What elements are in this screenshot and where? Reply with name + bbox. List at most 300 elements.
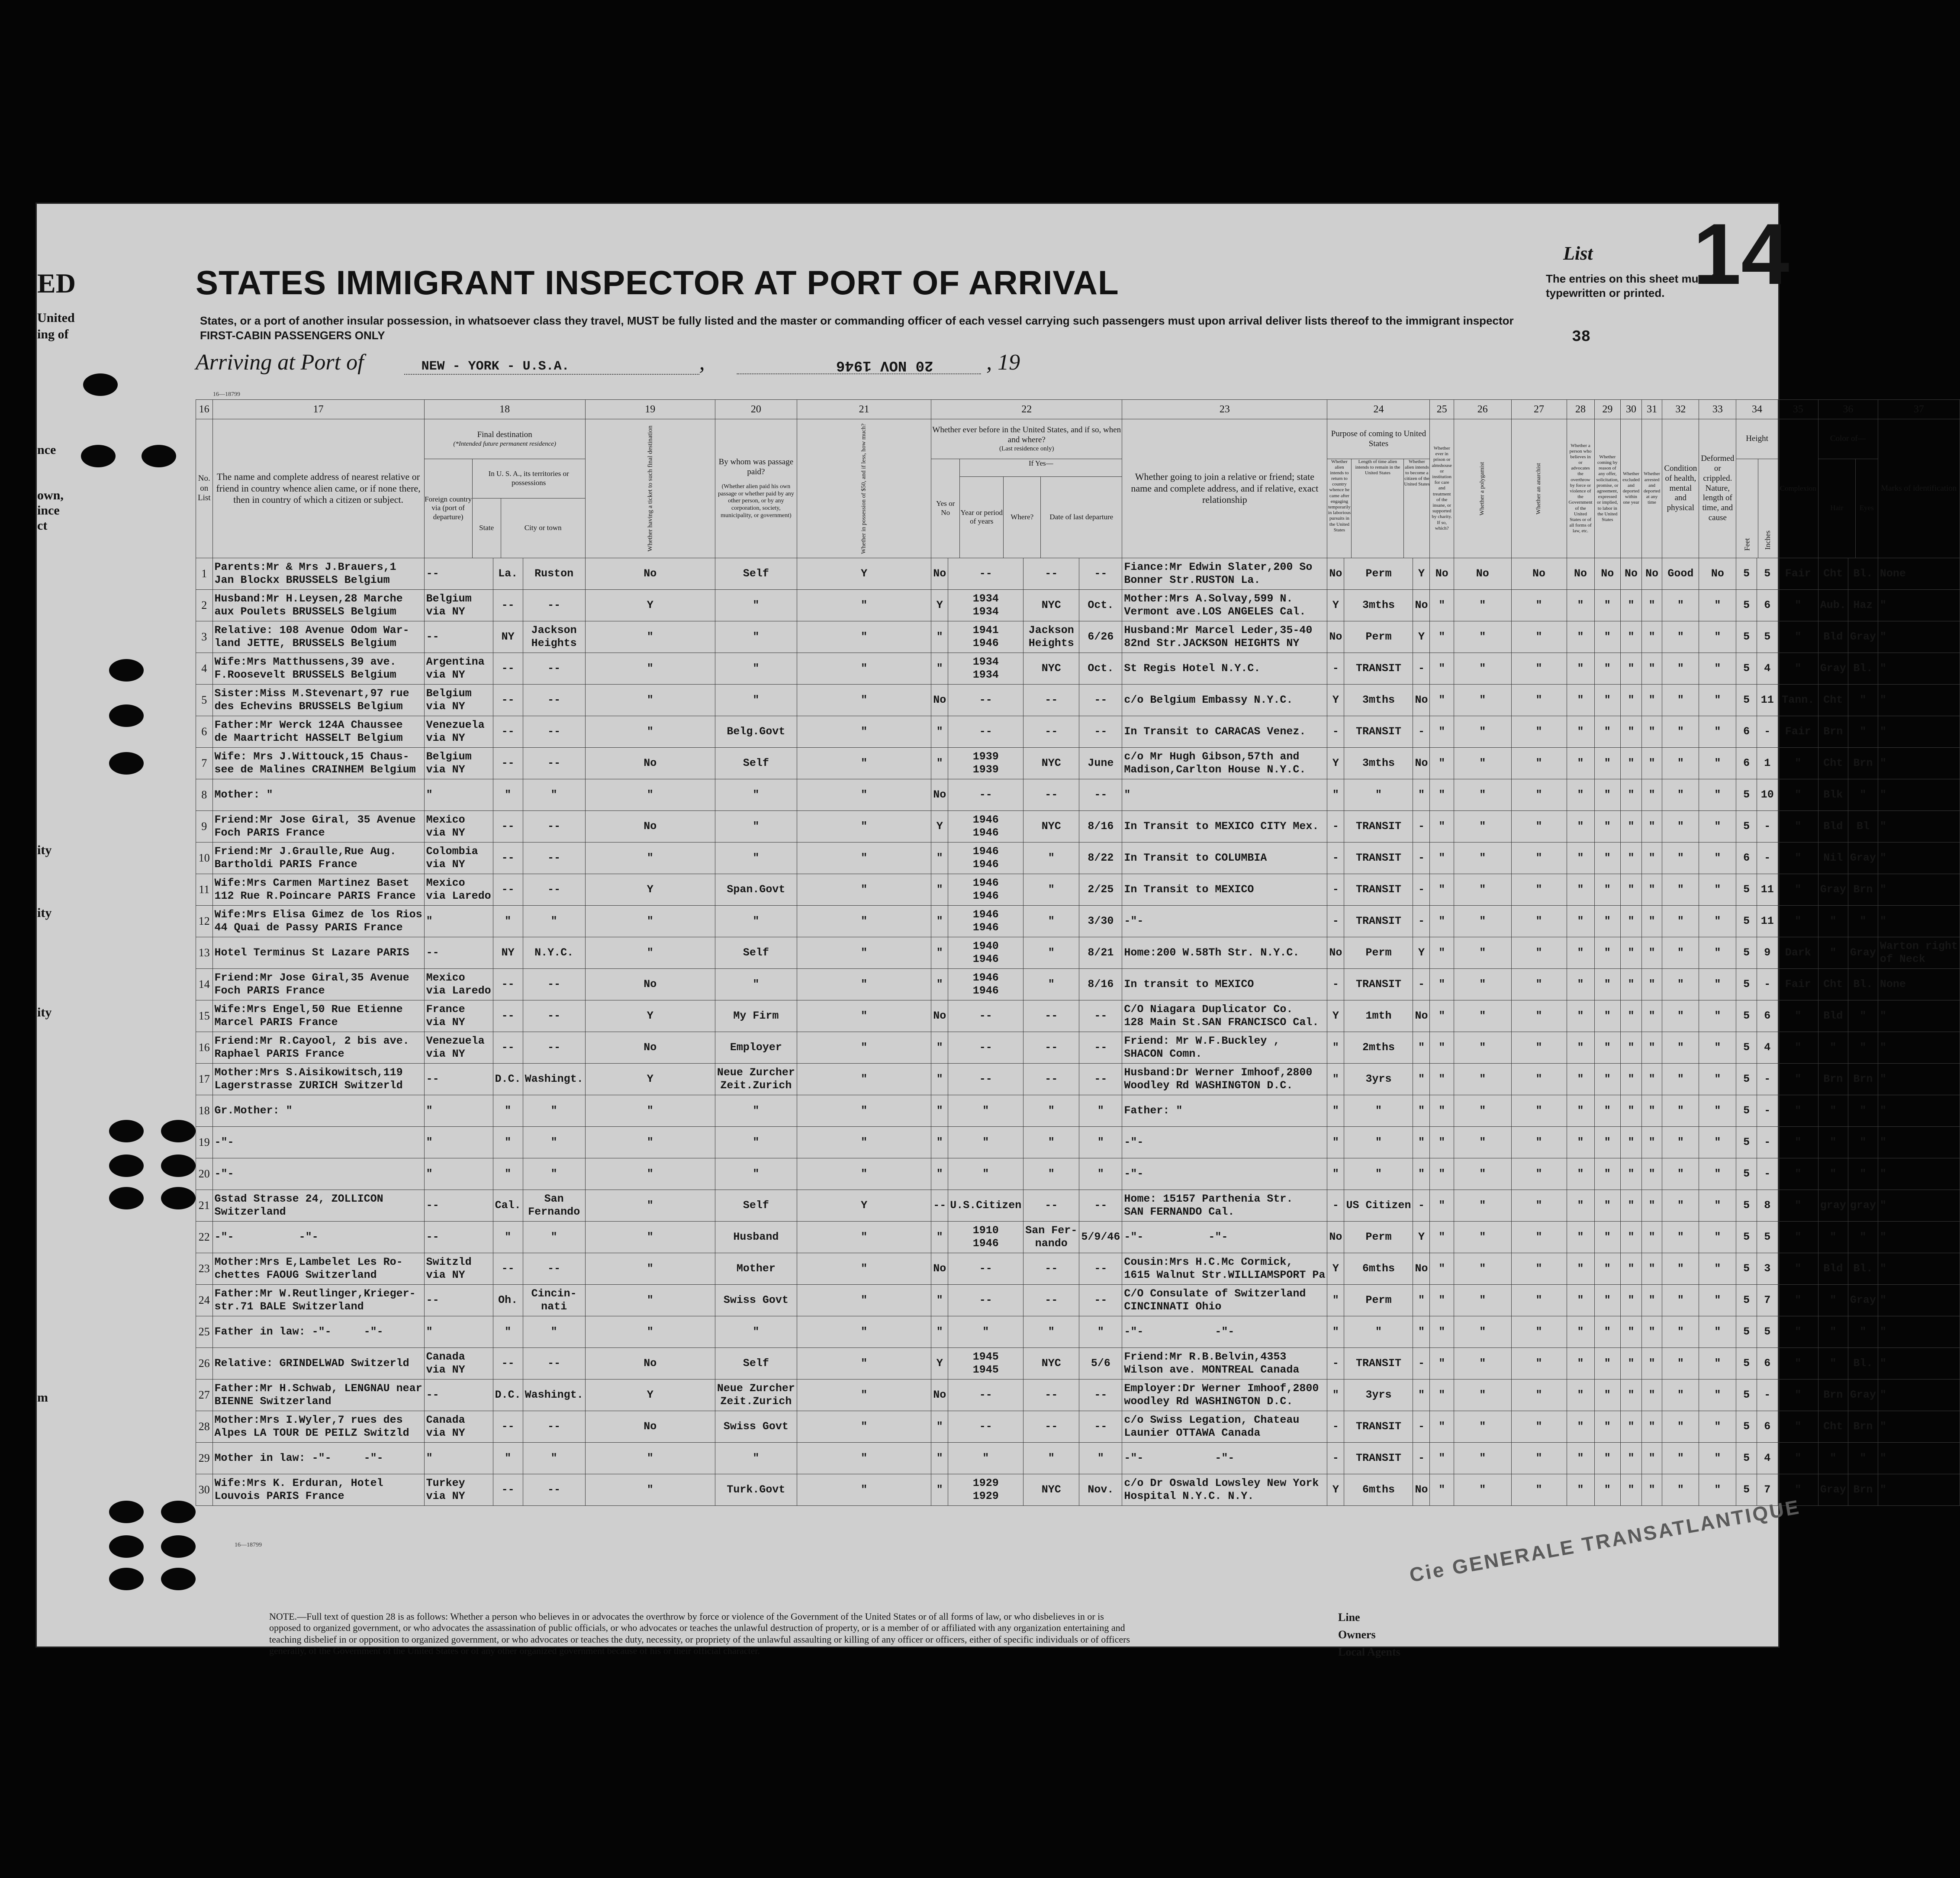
- city: --: [523, 969, 585, 1000]
- relative-address: Hotel Terminus St Lazare PARIS: [212, 937, 424, 969]
- hair-color: Cht: [1818, 1411, 1848, 1443]
- table-row: [196, 906, 1960, 937]
- table-row: [196, 811, 1960, 843]
- relative-address: -"-: [212, 1158, 424, 1190]
- health: ": [1662, 1190, 1699, 1222]
- height-feet: 5: [1736, 558, 1757, 590]
- table-row: [196, 1348, 1960, 1380]
- city: --: [523, 1348, 585, 1380]
- punch-hole: [109, 1568, 144, 1590]
- joining-relative: -"-: [1122, 1158, 1327, 1190]
- arriving-label: Arriving at Port of: [196, 350, 364, 375]
- header-yes-no: Yes or No: [931, 459, 960, 558]
- relative-address: Mother: ": [212, 779, 424, 811]
- column-number: 28: [1567, 400, 1594, 419]
- polygamist: ": [1454, 906, 1511, 937]
- before-in-us-group: [931, 420, 1122, 459]
- anarchist: ": [1511, 1000, 1567, 1032]
- deported: ": [1641, 1316, 1662, 1348]
- height-feet: 5: [1736, 685, 1757, 716]
- purpose-length: US Citizen: [1344, 1190, 1413, 1222]
- polygamist: ": [1454, 1127, 1511, 1158]
- prison: ": [1430, 716, 1454, 748]
- foreign-country: Mexico via Laredo: [424, 969, 493, 1000]
- year-period: ": [948, 1316, 1023, 1348]
- height-feet: 5: [1736, 811, 1757, 843]
- header-col30: Whether excluded and deported within one year: [1621, 419, 1642, 558]
- fifty-dollars: ": [797, 1285, 931, 1316]
- year-period: 1946 1946: [948, 811, 1023, 843]
- question-28: ": [1567, 1316, 1594, 1348]
- table-row: [196, 1316, 1960, 1348]
- height-feet: 6: [1736, 843, 1757, 874]
- complexion: Dark: [1778, 937, 1818, 969]
- before-in-us: ": [931, 748, 948, 779]
- row-number: 9: [196, 811, 213, 843]
- foreign-country: --: [424, 1064, 493, 1095]
- health: ": [1662, 1127, 1699, 1158]
- purpose-return: Y: [1327, 590, 1344, 621]
- hair-color: ": [1818, 906, 1848, 937]
- before-in-us: ": [931, 1411, 948, 1443]
- ticket: No: [585, 969, 715, 1000]
- polygamist: ": [1454, 1190, 1511, 1222]
- anarchist: ": [1511, 779, 1567, 811]
- eye-color: Brn: [1848, 748, 1878, 779]
- height-inches: -: [1757, 1158, 1778, 1190]
- question-28: ": [1567, 1222, 1594, 1253]
- punch-hole: [161, 1535, 196, 1558]
- passage-paid-by: Mother: [715, 1253, 797, 1285]
- before-in-us: ": [931, 716, 948, 748]
- city: ": [523, 1158, 585, 1190]
- anarchist: ": [1511, 906, 1567, 937]
- passage-paid-by: ": [715, 779, 797, 811]
- labor-offer: ": [1594, 1127, 1621, 1158]
- deported: ": [1641, 1095, 1662, 1127]
- height-feet: 5: [1736, 1253, 1757, 1285]
- height-inches: 6: [1757, 1000, 1778, 1032]
- height-inches: 7: [1757, 1474, 1778, 1506]
- passage-paid-by: ": [715, 621, 797, 653]
- health: ": [1662, 1064, 1699, 1095]
- purpose-length: 3yrs: [1344, 1064, 1413, 1095]
- deformed: ": [1699, 621, 1736, 653]
- prison: ": [1430, 937, 1454, 969]
- fifty-dollars: ": [797, 1348, 931, 1380]
- last-departure: ": [1079, 1158, 1122, 1190]
- excluded: ": [1621, 590, 1642, 621]
- joining-relative: Cousin:Mrs H.C.Mc Cormick, 1615 Walnut Str.WILLIAMSPORT Pa: [1122, 1253, 1327, 1285]
- passage-paid-by: Self: [715, 1348, 797, 1380]
- punch-hole: [109, 1187, 144, 1209]
- fifty-dollars: ": [797, 811, 931, 843]
- last-departure: Nov.: [1079, 1474, 1122, 1506]
- deformed: ": [1699, 1474, 1736, 1506]
- city: --: [523, 843, 585, 874]
- deformed: ": [1699, 1158, 1736, 1190]
- last-departure: --: [1079, 1411, 1122, 1443]
- hair-color: Gray: [1818, 653, 1848, 685]
- eye-color: Brn: [1848, 1474, 1878, 1506]
- hair-color: Bld: [1818, 621, 1848, 653]
- header-feet: [1736, 459, 1758, 558]
- prison: ": [1430, 1411, 1454, 1443]
- complexion: ": [1778, 1411, 1818, 1443]
- anarchist: ": [1511, 811, 1567, 843]
- last-departure: --: [1079, 1253, 1122, 1285]
- foreign-country: Canada via NY: [424, 1348, 493, 1380]
- deported: ": [1641, 779, 1662, 811]
- purpose-length: 1mth: [1344, 1000, 1413, 1032]
- ticket: No: [585, 1411, 715, 1443]
- height-inches: 6: [1757, 1411, 1778, 1443]
- last-departure: --: [1079, 1190, 1122, 1222]
- health: ": [1662, 1285, 1699, 1316]
- last-departure: Oct.: [1079, 590, 1122, 621]
- excluded: ": [1621, 1285, 1642, 1316]
- row-number: 5: [196, 685, 213, 716]
- year-period: --: [948, 1032, 1023, 1064]
- height-inches: 6: [1757, 1348, 1778, 1380]
- table-row: [196, 1000, 1960, 1032]
- height-feet: 5: [1736, 1411, 1757, 1443]
- instruction-text: States, or a port of another insular possession, in whatsoever class they travel, MUST be fully listed and the master or commanding officer of each vessel carrying such passengers must upon arrival deliver lists thereof to the immigrant inspector: [200, 314, 1514, 327]
- foreign-country: ": [424, 779, 493, 811]
- joining-relative: -"- -"-: [1122, 1443, 1327, 1474]
- excluded: ": [1621, 1158, 1642, 1190]
- where: --: [1023, 716, 1079, 748]
- purpose-length: 3mths: [1344, 748, 1413, 779]
- table-row: [196, 653, 1960, 685]
- question-28: ": [1567, 716, 1594, 748]
- joining-relative: In Transit to MEXICO CITY Mex.: [1122, 811, 1327, 843]
- height-feet: 6: [1736, 716, 1757, 748]
- health: ": [1662, 1158, 1699, 1190]
- where: --: [1023, 1032, 1079, 1064]
- deformed: ": [1699, 1095, 1736, 1127]
- question-28: ": [1567, 1158, 1594, 1190]
- polygamist: ": [1454, 843, 1511, 874]
- purpose-citizen: -: [1413, 1348, 1430, 1380]
- labor-offer: No: [1594, 558, 1621, 590]
- polygamist: ": [1454, 937, 1511, 969]
- where: ": [1023, 906, 1079, 937]
- purpose-length: 2mths: [1344, 1032, 1413, 1064]
- hair-color: ": [1818, 1158, 1848, 1190]
- ticket: No: [585, 558, 715, 590]
- table-row: [196, 1253, 1960, 1285]
- final-destination-group: [425, 420, 585, 459]
- deformed: ": [1699, 1064, 1736, 1095]
- deformed: ": [1699, 653, 1736, 685]
- excluded: ": [1621, 1411, 1642, 1443]
- deformed: ": [1699, 1348, 1736, 1380]
- question-28: ": [1567, 621, 1594, 653]
- header-color-of-label: Color of—: [1818, 420, 1878, 459]
- foreign-country: Colombia via NY: [424, 843, 493, 874]
- anarchist: ": [1511, 1222, 1567, 1253]
- header-col25: Whether ever in prison or almshouse or institution for care and treatment of the insane, or supported by charity. If so, which?: [1430, 419, 1454, 558]
- deported: ": [1641, 874, 1662, 906]
- relative-address: Wife: Mrs J.Wittouck,15 Chaus- see de Malines CRAINHEM Belgium: [212, 748, 424, 779]
- state: ": [493, 779, 523, 811]
- state: --: [493, 716, 523, 748]
- deported: ": [1641, 653, 1662, 685]
- where: ": [1023, 843, 1079, 874]
- identification-marks: ": [1878, 1064, 1960, 1095]
- year-period: ": [948, 1158, 1023, 1190]
- relative-address: Mother:Mrs E,Lambelet Les Ro- chettes FAOUG Switzerland: [212, 1253, 424, 1285]
- row-number: 28: [196, 1411, 213, 1443]
- passage-paid-by: Swiss Govt: [715, 1285, 797, 1316]
- purpose-length: TRANSIT: [1344, 1411, 1413, 1443]
- hair-color: ": [1818, 1222, 1848, 1253]
- column-number: 33: [1699, 400, 1736, 419]
- height-feet: 5: [1736, 621, 1757, 653]
- purpose-citizen: No: [1413, 685, 1430, 716]
- column-number: 22: [931, 400, 1122, 419]
- eye-color: Gray: [1848, 621, 1878, 653]
- foreign-country: Mexico via Laredo: [424, 874, 493, 906]
- eye-color: ": [1848, 1158, 1878, 1190]
- complexion: Tann.: [1778, 685, 1818, 716]
- deported: ": [1641, 1000, 1662, 1032]
- purpose-length: 6mths: [1344, 1474, 1413, 1506]
- manifest-table: [196, 399, 1960, 1506]
- column-number: 19: [585, 400, 715, 419]
- complexion: ": [1778, 811, 1818, 843]
- polygamist: ": [1454, 1032, 1511, 1064]
- eye-color: ": [1848, 1095, 1878, 1127]
- purpose-citizen: Y: [1413, 621, 1430, 653]
- foreign-country: Mexico via NY: [424, 811, 493, 843]
- health: ": [1662, 906, 1699, 937]
- state: ": [493, 906, 523, 937]
- height-inches: 3: [1757, 1253, 1778, 1285]
- header-eyes: Eyes: [1859, 504, 1874, 512]
- purpose-return: Y: [1327, 1474, 1344, 1506]
- anarchist: ": [1511, 937, 1567, 969]
- header-anarchist-text: Whether an anarchist: [1535, 463, 1542, 515]
- where: San Fer- nando: [1023, 1222, 1079, 1253]
- joining-relative: c/o Belgium Embassy N.Y.C.: [1122, 685, 1327, 716]
- purpose-length: TRANSIT: [1344, 874, 1413, 906]
- excluded: ": [1621, 811, 1642, 843]
- question-28: ": [1567, 843, 1594, 874]
- question-28: ": [1567, 811, 1594, 843]
- complexion: ": [1778, 1316, 1818, 1348]
- eye-color: Bl: [1848, 811, 1878, 843]
- relative-address: Father:Mr W.Reutlinger,Krieger- str.71 BALE Switzerland: [212, 1285, 424, 1316]
- state: ": [493, 1127, 523, 1158]
- relative-address: Husband:Mr H.Leysen,28 Marche aux Poulets BRUSSELS Belgium: [212, 590, 424, 621]
- year-period: 1934 1934: [948, 653, 1023, 685]
- purpose-length: TRANSIT: [1344, 969, 1413, 1000]
- hair-color: Brn: [1818, 1380, 1848, 1411]
- table-row: [196, 748, 1960, 779]
- year-period: --: [948, 685, 1023, 716]
- final-destination-subheaders: [425, 459, 585, 558]
- ticket: ": [585, 1474, 715, 1506]
- ticket: Y: [585, 1000, 715, 1032]
- prison: ": [1430, 1064, 1454, 1095]
- height-feet: 5: [1736, 1474, 1757, 1506]
- row-number: 11: [196, 874, 213, 906]
- row-number: 8: [196, 779, 213, 811]
- deformed: ": [1699, 811, 1736, 843]
- fifty-dollars: ": [797, 685, 931, 716]
- question-28: ": [1567, 1190, 1594, 1222]
- header-height-label: Height: [1736, 420, 1777, 459]
- state: --: [493, 1253, 523, 1285]
- city: Ruston: [523, 558, 585, 590]
- state: NY: [493, 937, 523, 969]
- city: --: [523, 1474, 585, 1506]
- last-departure: ": [1079, 1316, 1122, 1348]
- prison: ": [1430, 1474, 1454, 1506]
- polygamist: ": [1454, 1222, 1511, 1253]
- purpose-citizen: ": [1413, 1127, 1430, 1158]
- column-number: 23: [1122, 400, 1327, 419]
- deported: ": [1641, 1190, 1662, 1222]
- labor-offer: ": [1594, 1064, 1621, 1095]
- excluded: ": [1621, 1443, 1642, 1474]
- passage-paid-note: (Whether alien paid his own passage or whether paid by any other person, or by any corporation, society, municipality, or government): [718, 483, 794, 519]
- purpose-length: ": [1344, 1095, 1413, 1127]
- purpose-return: -: [1327, 1348, 1344, 1380]
- column-number: 21: [797, 400, 931, 419]
- city: ": [523, 1443, 585, 1474]
- ticket: ": [585, 1285, 715, 1316]
- passage-paid-by: ": [715, 1158, 797, 1190]
- foreign-country: --: [424, 1190, 493, 1222]
- column-number-row: [196, 400, 1960, 419]
- deformed: ": [1699, 874, 1736, 906]
- height-feet: 5: [1736, 1000, 1757, 1032]
- identification-marks: ": [1878, 1474, 1960, 1506]
- edge-fragment: ing of: [37, 327, 69, 341]
- prison: ": [1430, 748, 1454, 779]
- height-inches: 4: [1757, 1032, 1778, 1064]
- deformed: ": [1699, 1443, 1736, 1474]
- before-in-us: ": [931, 1158, 948, 1190]
- header-joining: Whether going to join a relative or friend; state name and complete address, and if relative, exact relationship: [1122, 419, 1327, 558]
- joining-relative: In transit to MEXICO: [1122, 969, 1327, 1000]
- anarchist: ": [1511, 590, 1567, 621]
- joining-relative: -"- -"-: [1122, 1222, 1327, 1253]
- fifty-dollars: ": [797, 843, 931, 874]
- hair-color: Nil: [1818, 843, 1848, 874]
- purpose-citizen: -: [1413, 874, 1430, 906]
- identification-marks: ": [1878, 1190, 1960, 1222]
- question-28: ": [1567, 685, 1594, 716]
- header-year-period: Year or period of years: [960, 477, 1004, 558]
- complexion: ": [1778, 1253, 1818, 1285]
- health: ": [1662, 1443, 1699, 1474]
- purpose-citizen: No: [1413, 1253, 1430, 1285]
- purpose-return: No: [1327, 558, 1344, 590]
- column-number: 25: [1430, 400, 1454, 419]
- height-feet: 5: [1736, 937, 1757, 969]
- passage-paid-by: ": [715, 906, 797, 937]
- prison: ": [1430, 969, 1454, 1000]
- before-in-us: ": [931, 1443, 948, 1474]
- polygamist: ": [1454, 1285, 1511, 1316]
- deported: ": [1641, 1285, 1662, 1316]
- prison: ": [1430, 685, 1454, 716]
- ticket: No: [585, 748, 715, 779]
- deformed: ": [1699, 748, 1736, 779]
- row-number: 4: [196, 653, 213, 685]
- deported: ": [1641, 748, 1662, 779]
- passage-paid-by: ": [715, 653, 797, 685]
- where: --: [1023, 1253, 1079, 1285]
- if-yes-subheaders: [960, 477, 1122, 558]
- header-complexion: Complexion: [1778, 419, 1818, 558]
- hair-color: ": [1818, 1348, 1848, 1380]
- eye-color: ": [1848, 1127, 1878, 1158]
- header-state: State: [473, 498, 501, 558]
- height-inches: 11: [1757, 685, 1778, 716]
- complexion: Fair: [1778, 558, 1818, 590]
- punch-hole: [109, 752, 144, 775]
- where: --: [1023, 779, 1079, 811]
- city: --: [523, 874, 585, 906]
- joining-relative: Father: ": [1122, 1095, 1327, 1127]
- labor-offer: ": [1594, 1285, 1621, 1316]
- excluded: ": [1621, 969, 1642, 1000]
- joining-relative: c/o Swiss Legation, Chateau Launier OTTAWA Canada: [1122, 1411, 1327, 1443]
- table-row: [196, 590, 1960, 621]
- passage-paid-by: Neue Zurcher Zeit.Zurich: [715, 1064, 797, 1095]
- deported: ": [1641, 1127, 1662, 1158]
- ticket: No: [585, 1032, 715, 1064]
- anarchist: ": [1511, 1158, 1567, 1190]
- year-period: --: [948, 1000, 1023, 1032]
- form-code-bottom: 16—18799: [235, 1542, 262, 1548]
- table-row: [196, 621, 1960, 653]
- polygamist: ": [1454, 1064, 1511, 1095]
- excluded: ": [1621, 1032, 1642, 1064]
- passage-paid-by: My Firm: [715, 1000, 797, 1032]
- identification-marks: ": [1878, 1000, 1960, 1032]
- list-note: The entries on this sheet must be typewritten or printed.: [1546, 272, 1725, 299]
- polygamist: ": [1454, 1000, 1511, 1032]
- identification-marks: ": [1878, 1285, 1960, 1316]
- state: --: [493, 969, 523, 1000]
- purpose-return: ": [1327, 1032, 1344, 1064]
- hair-color: Cht: [1818, 969, 1848, 1000]
- eye-color: ": [1848, 716, 1878, 748]
- identification-marks: ": [1878, 621, 1960, 653]
- purpose-return: -: [1327, 843, 1344, 874]
- purpose-citizen: No: [1413, 748, 1430, 779]
- purpose-citizen: No: [1413, 1474, 1430, 1506]
- height-feet: 5: [1736, 969, 1757, 1000]
- header-polygamist: [1454, 419, 1511, 558]
- hair-color: gray: [1818, 1190, 1848, 1222]
- identification-marks: ": [1878, 590, 1960, 621]
- page-number: 38: [1572, 328, 1591, 346]
- complexion: ": [1778, 1095, 1818, 1127]
- row-number: 15: [196, 1000, 213, 1032]
- relative-address: Friend:Mr R.Cayool, 2 bis ave. Raphael PARIS France: [212, 1032, 424, 1064]
- purpose-citizen: ": [1413, 1032, 1430, 1064]
- anarchist: ": [1511, 843, 1567, 874]
- height-inches: 9: [1757, 937, 1778, 969]
- punch-hole: [161, 1568, 196, 1590]
